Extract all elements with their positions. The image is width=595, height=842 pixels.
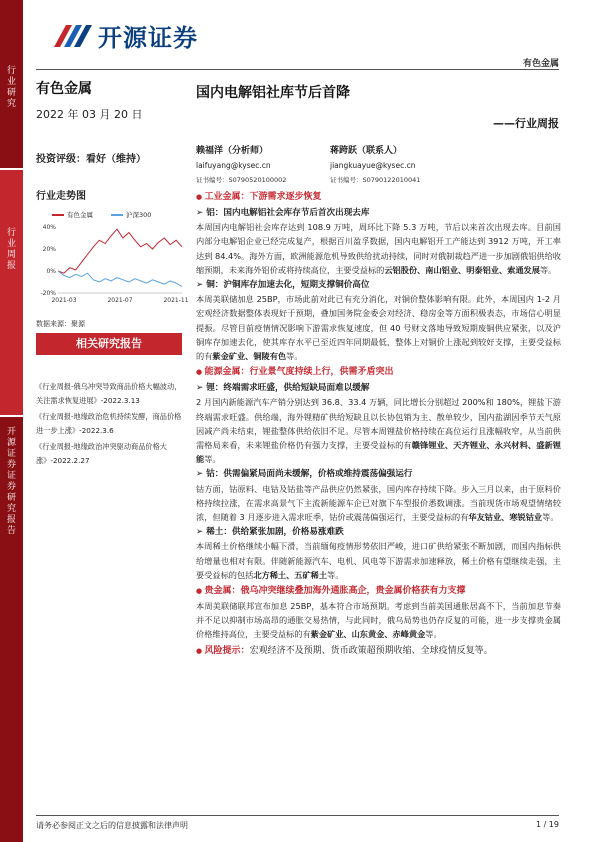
para-aluminum: 本周国内电解铝社会库存达到 108.9 万吨，周环比下降 5.3 万吨，节后以来首次出现去库。目前国内部分电解铝企业已经完成复产，根据百川盈孚数据，国内电解铝开工产能达到 3912 万吨，开工率达到 84.4%。海外方面，欧洲能源危机导致供给扰动持续，同时对俄制裁趋严进一步加剧俄铝供给收缩预期，未来海外铝价或将持续高位，主要受益标的云铝股份、南山铝业、明泰铝业、索通发展等。 (196, 222, 561, 275)
footer-disclaimer: 请务必参阅正文之后的信息披露和法律声明 (36, 821, 188, 830)
related-report-item[interactable]: 《行业周报-俄乌冲突导致商品价格大幅波动，关注需求恢复进展》-2022.3.13 (35, 382, 182, 405)
analyst-name: 赖福洋（分析师） (196, 146, 269, 156)
side-tab-industry-weekly: 行业周报 (0, 170, 23, 415)
sub-heading-copper: ➢ 铜：沪铜库存加速去化，短期支撑铜价高位 (196, 278, 561, 292)
report-date: 2022 年 03 月 20 日 (36, 108, 143, 121)
sub-heading-rare-earth: ➢ 稀土：供给紧张加剧，价格易涨难跌 (196, 525, 561, 539)
x-tick-label: 2021-03 (51, 297, 77, 304)
trend-chart (36, 221, 189, 311)
related-reports-list (36, 380, 186, 470)
analyst-cert: 证书编号：S0790520100002 (196, 176, 287, 184)
related-report-item[interactable]: 《行业周报-地缘政治冲突驱动商品价格大涨》-2022.2.27 (35, 442, 167, 465)
page-number: 1 / 19 (535, 820, 559, 829)
analyst-cert: 证书编号：S0790122010041 (330, 176, 421, 184)
para-cobalt: 钴方面，钴原料、电钴及钴盐等产品供应仍然紧张，国内库存持续下降。步入三月以来，由于原料价格持续拉涨，在需求高景气下主流新能源车企已对旗下车型报价悉数调涨。当前现货市场观望情绪较浓，但随着 3 月逐步进入需求旺季，钴价或震荡偏强运行，主要受益标的有华友钴业、寒锐钴业等。 (196, 483, 561, 523)
para-rare-earth: 本周稀土价格继续小幅下滑，当前缅甸疫情形势依旧严峻，进口矿供给紧张不断加剧，而国内指标供给增量也相对有限。伴随新能源汽车、电机、风电等下游需求加速释放，稀土价格有望继续走强，主要受益标的包括北方稀土、五矿稀土等。 (196, 541, 561, 580)
analyst-name: 蒋跨跃（联系人） (330, 146, 403, 156)
sub-heading-cobalt: ➢ 钴：供需偏紧局面尚未缓解，价格或维持震荡偏强运行 (196, 467, 561, 481)
section-industrial-metals: ● 工业金属：下游需求逐步恢复 (196, 190, 561, 205)
series-line-0 (58, 229, 182, 273)
x-tick-label: 2021-11 (163, 297, 189, 304)
y-tick-label: 40% (42, 224, 56, 231)
analyst-email[interactable]: jiangkuayue@kysec.cn (330, 161, 416, 170)
footer-divider (36, 815, 559, 816)
sector-name: 有色金属 (36, 81, 92, 97)
x-tick-label: 2021-07 (107, 297, 133, 304)
header-sector-tag: 有色金属 (522, 59, 559, 69)
para-precious: 本周美联储联邦宣布加息 25BP，基本符合市场预期。考虑到当前美国通胀居高不下，当前加息节奏并不足以抑制市场高昂的通胀交易热情，与此同时，俄乌局势也仍存反复的可能，进一步支撑贵金属价格维持高位，主要受益标的有紫金矿业、山东黄金、赤峰黄金等。 (196, 601, 561, 640)
investment-rating: 投资评级：看好（维持） (36, 154, 146, 165)
analyst-card (196, 143, 286, 184)
left-column (36, 78, 189, 329)
company-logo (52, 18, 198, 53)
report-title: 国内电解铝社库节后首降 (196, 85, 350, 101)
trend-chart-title: 行业走势图 (36, 191, 86, 202)
side-tab-industry-research: 行业研究 (0, 0, 23, 168)
side-tab-securities-report: 开源证券 证券研究报告 (0, 417, 23, 842)
sub-heading-aluminum: ➢ 铝：国内电解铝社会库存节后首次出现去库 (196, 206, 561, 220)
y-tick-label: 20% (42, 246, 56, 253)
y-tick-label: 0% (46, 268, 56, 275)
report-subtitle: ——行业周报 (493, 117, 559, 130)
legend-item-csi300: 沪深300 (111, 210, 151, 219)
section-precious-metals: ● 贵金属：俄乌冲突继续叠加海外通胀高企，贵金属价格获有力支撑 (196, 584, 561, 599)
report-body (196, 188, 561, 659)
legend-item-nonferrous: 有色金属 (52, 210, 93, 219)
series-line-1 (58, 271, 182, 286)
related-reports-heading: 相关研究报告 (36, 333, 182, 355)
related-report-item[interactable]: 《行业周报-地缘政治危机持续发酵，商品价格进一步上涨》-2022.3.6 (35, 412, 182, 435)
logo-text: 开源证券 (98, 24, 198, 52)
y-tick-label: -20% (40, 290, 56, 297)
section-risk: ● 风险提示：宏观经济不及预期、货币政策超预期收缩、全球疫情反复等。 (196, 644, 561, 659)
chart-source: 数据来源：聚源 (36, 320, 85, 328)
analyst-card (330, 143, 420, 184)
para-lithium: 2 月国内新能源汽车产销分别达到 36.8、33.4 万辆，同比增长分别超过 200%和 180%，锂盐下游终端需求旺盛。供给端，海外锂精矿供给短缺且以长协包销为主、散单较少，国内盐湖因季节天气原因减产尚未结束，锂盐整体供给依旧不足。尽管本周锂盐价格持续在高位运行且涨幅收窄，从当前供需格局来看，未来锂盐价格仍有强力支撑，主要受益标的有赣锋锂业、天齐锂业、永兴材料、盛新锂能等。 (196, 397, 561, 465)
chart-legend (36, 210, 186, 219)
logo-mark-icon (52, 21, 92, 51)
section-energy-metals: ● 能源金属：行业景气度持续上行，供需矛盾突出 (196, 365, 561, 380)
sub-heading-lithium: ➢ 锂：终端需求旺盛，供给短缺局面难以缓解 (196, 381, 561, 395)
header-divider (36, 69, 559, 70)
para-copper: 本周美联储加息 25BP，市场此前对此已有充分消化，对铜价整体影响有限。此外，本周国内 1-2 月宏观经济数据整体表现好于预期，叠加国务院金委会对经济、稳房金等方面积极表态，市场信心明显提振。尽管目前疫情情况影响下游需求恢复速度，但 40 号财文落地导致短期废铜供应紧张，以及沪铜库存加速去化，使其库存水平已至近四年同期最低，整体上对铜价上涨起到较好支撑，主要受益标的有紫金矿业、铜陵有色等。 (196, 294, 561, 362)
analyst-email[interactable]: laifuyang@kysec.cn (196, 161, 271, 170)
